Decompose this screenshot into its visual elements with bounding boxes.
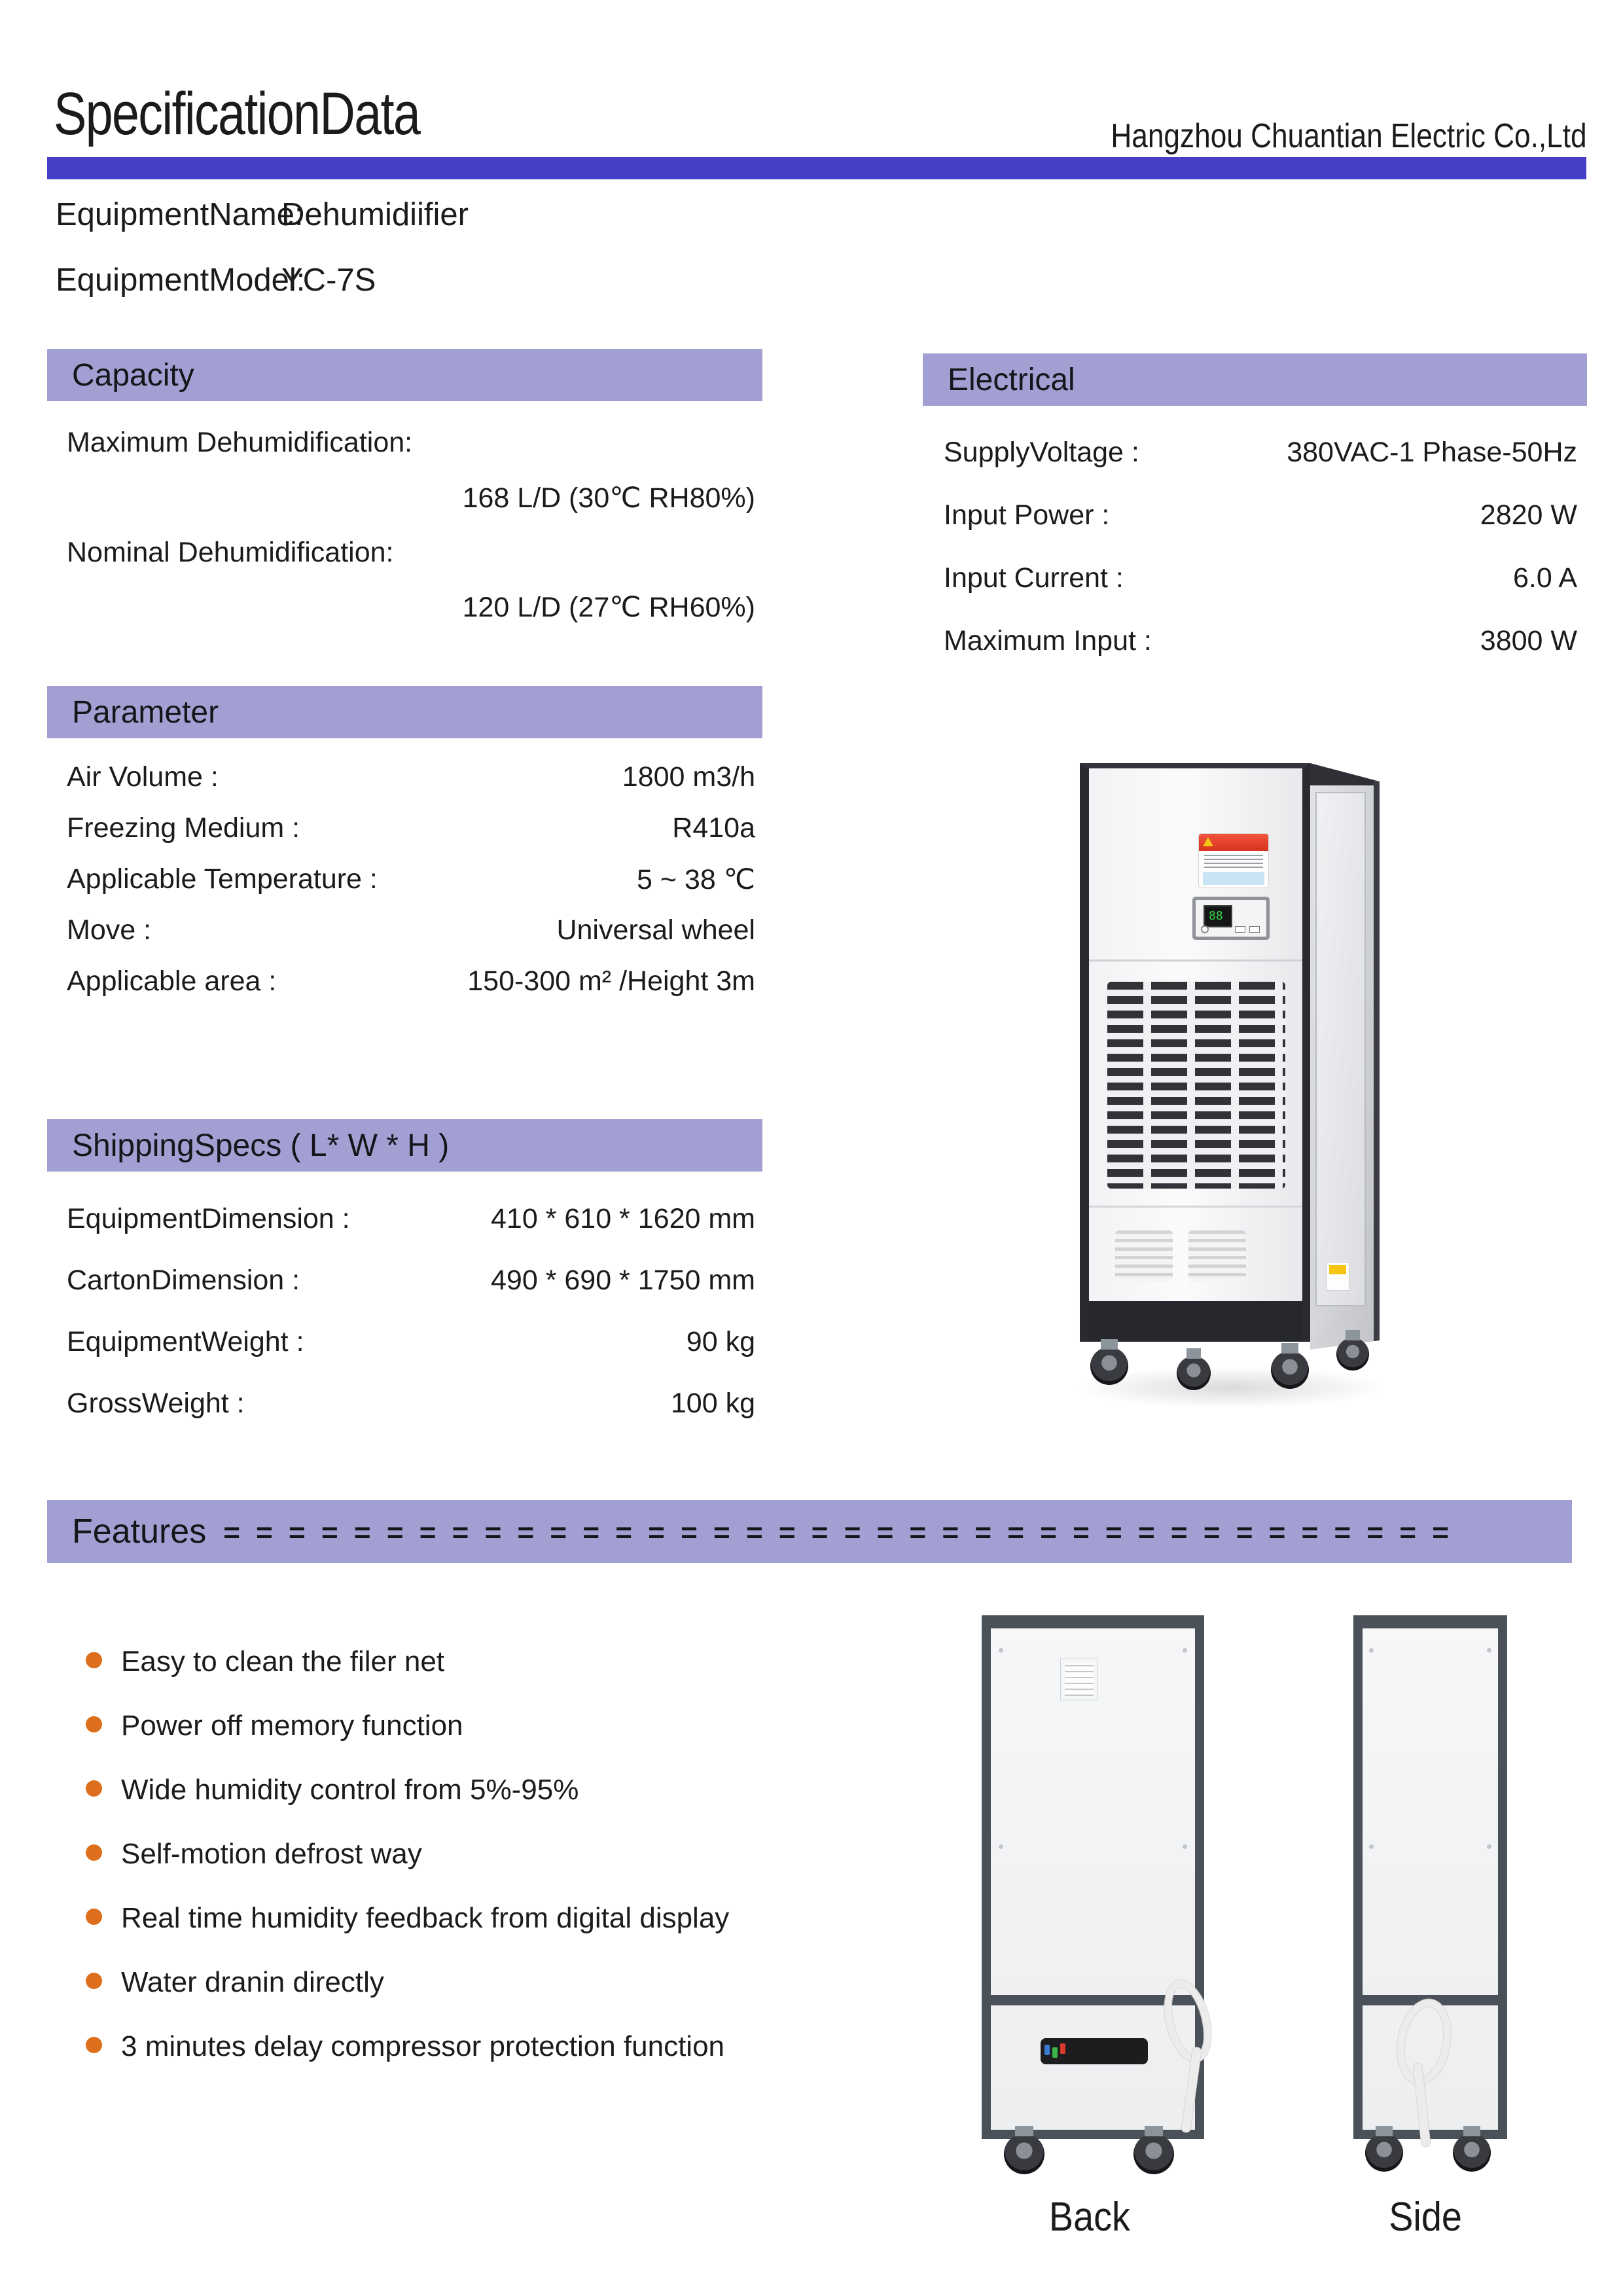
header-divider bbox=[47, 157, 1586, 179]
feature-item: 3 minutes delay compressor protection function bbox=[121, 2030, 725, 2062]
capacity-row-value: 120 L/D (27℃ RH60%) bbox=[462, 592, 755, 623]
electrical-row bbox=[944, 625, 1577, 657]
shipping-row bbox=[67, 1326, 755, 1358]
parameter-title: Parameter bbox=[72, 694, 219, 730]
bullet-icon bbox=[86, 1844, 102, 1861]
spec-label: SupplyVoltage : bbox=[944, 437, 1139, 468]
electrical-row bbox=[944, 499, 1577, 531]
spec-label: EquipmentDimension : bbox=[67, 1203, 350, 1234]
spec-label: Input Power : bbox=[944, 499, 1110, 531]
spec-label: GrossWeight : bbox=[67, 1388, 245, 1419]
side-warning-sticker bbox=[1326, 1262, 1349, 1291]
spec-label: Air Volume : bbox=[67, 761, 219, 793]
equipment-name-label: EquipmentName: bbox=[56, 197, 304, 232]
spec-value: 1800 m3/h bbox=[622, 761, 755, 793]
bullet-icon bbox=[86, 1652, 102, 1668]
drain-hose bbox=[1156, 1975, 1219, 2067]
parameter-section-header bbox=[47, 686, 762, 738]
cabinet-base bbox=[1089, 1301, 1302, 1342]
equipment-name-row bbox=[56, 196, 469, 233]
humidity-display bbox=[1204, 905, 1232, 927]
cabinet-front-panel bbox=[1080, 763, 1310, 1342]
electrical-row bbox=[944, 562, 1577, 594]
capacity-row-label: Maximum Dehumidification: bbox=[67, 427, 413, 458]
spec-label: Maximum Input : bbox=[944, 625, 1152, 656]
dehumidifier-front-image bbox=[1080, 753, 1381, 1420]
caster-wheel bbox=[1177, 1356, 1211, 1390]
back-rating-label bbox=[1060, 1659, 1098, 1700]
caster-wheel bbox=[1365, 2134, 1403, 2172]
spec-value: 150-300 m² /Height 3m bbox=[467, 965, 755, 997]
electrical-section-header bbox=[923, 353, 1587, 406]
company-name: Hangzhou Chuantian Electric Co.,Ltd bbox=[1111, 117, 1587, 155]
capacity-row-label: Nominal Dehumidification: bbox=[67, 537, 394, 568]
bullet-icon bbox=[86, 1716, 102, 1732]
control-panel bbox=[1192, 897, 1270, 940]
bottom-vent bbox=[1188, 1230, 1246, 1282]
spec-label: Applicable Temperature : bbox=[67, 863, 378, 895]
feature-item: Wide humidity control from 5%-95% bbox=[121, 1774, 579, 1806]
spec-value: 490 * 690 * 1750 mm bbox=[491, 1265, 755, 1296]
bullet-icon bbox=[86, 1909, 102, 1925]
panel-button bbox=[1235, 926, 1245, 933]
spec-value: 90 kg bbox=[686, 1326, 755, 1357]
caster-wheel bbox=[1090, 1347, 1128, 1385]
equipment-model-value: YC-7S bbox=[281, 262, 376, 298]
capacity-row-value: 168 L/D (30℃ RH80%) bbox=[462, 482, 755, 514]
capacity-title: Capacity bbox=[72, 357, 194, 393]
side-view-label: Side bbox=[1389, 2195, 1462, 2240]
shipping-row bbox=[67, 1388, 755, 1420]
back-view-label: Back bbox=[1048, 2195, 1130, 2240]
shipping-row bbox=[67, 1265, 755, 1297]
equipment-model-label: EquipmentModel: bbox=[56, 262, 306, 298]
bullet-icon bbox=[86, 2037, 102, 2053]
spec-value: 2820 W bbox=[1480, 499, 1577, 531]
caster-wheel bbox=[1271, 1351, 1309, 1389]
spec-value: 5 ~ 38 ℃ bbox=[637, 864, 755, 895]
caster-wheel bbox=[1004, 2134, 1044, 2174]
shipping-row bbox=[67, 1203, 755, 1235]
features-section-header bbox=[47, 1500, 1572, 1563]
bullet-icon bbox=[86, 1780, 102, 1797]
parameter-row bbox=[67, 914, 755, 946]
spec-value: R410a bbox=[672, 812, 755, 844]
spec-value: Universal wheel bbox=[556, 914, 755, 946]
dehumidifier-side-image bbox=[1353, 1615, 1507, 2204]
parameter-row bbox=[67, 965, 755, 997]
equipment-model-row bbox=[56, 262, 376, 298]
capacity-section-header bbox=[47, 349, 762, 401]
dehumidifier-back-image bbox=[982, 1615, 1204, 2204]
drain-hose bbox=[1391, 1995, 1457, 2089]
shipping-section-header bbox=[47, 1119, 762, 1172]
drain-hose-end bbox=[1181, 2047, 1202, 2133]
electrical-row bbox=[944, 437, 1577, 469]
spec-label: Move : bbox=[67, 914, 152, 946]
parameter-row bbox=[67, 812, 755, 844]
caster-wheel bbox=[1133, 2134, 1174, 2174]
bottom-vent bbox=[1115, 1230, 1173, 1282]
spec-value: 3800 W bbox=[1480, 625, 1577, 656]
spec-label: Freezing Medium : bbox=[67, 812, 300, 844]
spec-label: Input Current : bbox=[944, 562, 1124, 594]
spec-value: 100 kg bbox=[670, 1388, 755, 1419]
spec-label: EquipmentWeight : bbox=[67, 1326, 304, 1357]
caster-wheel bbox=[1453, 2134, 1491, 2172]
spec-label: CartonDimension : bbox=[67, 1265, 300, 1296]
power-button bbox=[1201, 925, 1209, 933]
panel-button bbox=[1249, 926, 1260, 933]
warning-triangle-icon bbox=[1203, 837, 1213, 846]
feature-item: Real time humidity feedback from digital display bbox=[121, 1902, 730, 1934]
caster-wheel bbox=[1336, 1338, 1369, 1371]
page-title: SpecificationData bbox=[54, 81, 420, 147]
feature-item: Easy to clean the filer net bbox=[121, 1645, 445, 1677]
equipment-name-value: Dehumidiifier bbox=[281, 197, 469, 232]
air-intake-grille bbox=[1107, 982, 1285, 1189]
parameter-row bbox=[67, 761, 755, 793]
cabinet-side-panel bbox=[1310, 763, 1380, 1350]
warning-label bbox=[1199, 834, 1268, 888]
parameter-row bbox=[67, 863, 755, 896]
feature-item: Water dranin directly bbox=[121, 1966, 384, 1998]
shipping-title: ShippingSpecs ( L* W * H ) bbox=[72, 1128, 450, 1163]
bullet-icon bbox=[86, 1973, 102, 1989]
features-dashes: = = = = = = = = = = = = = = = = = = = = = = = = = = = = = = = = = = = = = = bbox=[223, 1516, 1453, 1549]
spec-value: 410 * 610 * 1620 mm bbox=[491, 1203, 755, 1234]
electrical-title: Electrical bbox=[948, 362, 1075, 397]
spec-value: 380VAC-1 Phase-50Hz bbox=[1287, 437, 1577, 468]
feature-item: Self-motion defrost way bbox=[121, 1838, 422, 1870]
spec-label: Applicable area : bbox=[67, 965, 277, 997]
spec-value: 6.0 A bbox=[1512, 562, 1577, 594]
feature-item: Power off memory function bbox=[121, 1710, 463, 1742]
features-title: Features bbox=[72, 1513, 207, 1551]
